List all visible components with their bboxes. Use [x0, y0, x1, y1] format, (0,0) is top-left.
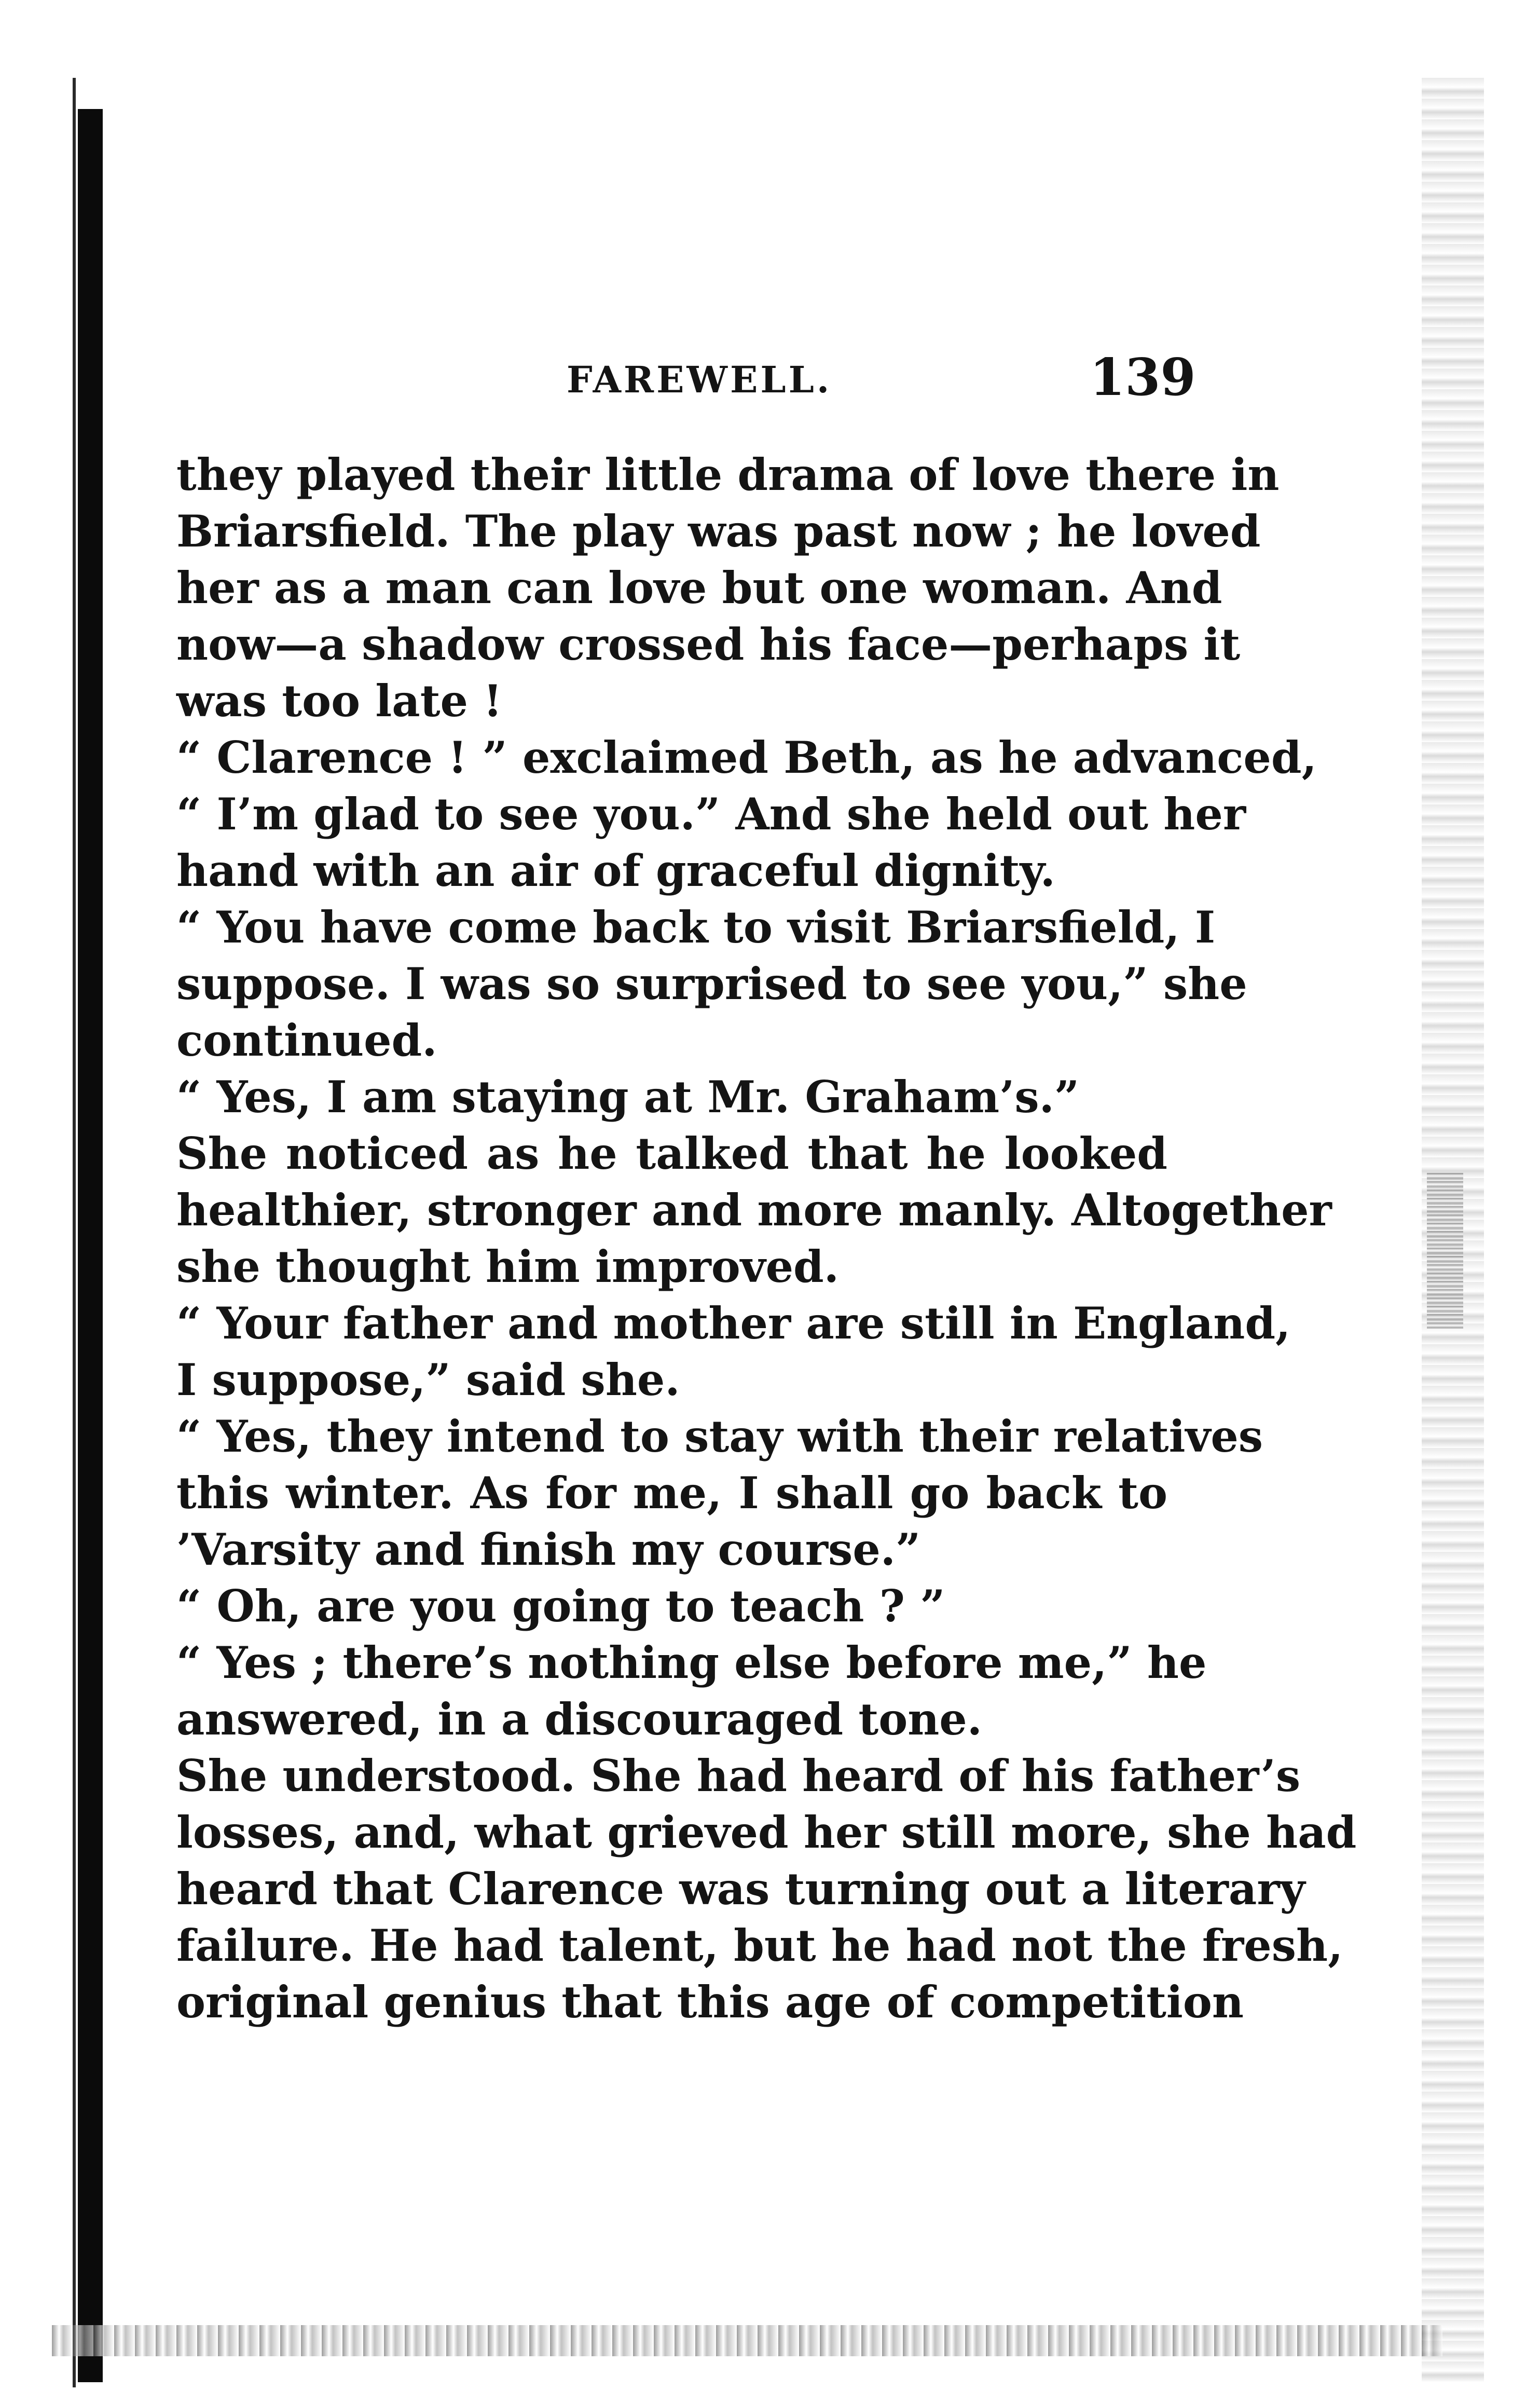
text-line: hand with an air of graceful dignity.: [176, 845, 1055, 896]
text-line: I suppose,” said she.: [176, 1354, 680, 1405]
text-line: suppose. I was so surprised to see you,” she: [176, 958, 1247, 1009]
text-line: now—a shadow crossed his face—perhaps it: [176, 619, 1241, 670]
text-line: “ Yes ; there’s nothing else before me,” he: [176, 1637, 1207, 1688]
text-line: healthier, stronger and more manly. Altogether: [176, 1184, 1332, 1236]
text-line: losses, and, what grieved her still more, she had: [176, 1807, 1357, 1858]
text-line: “ Your father and mother are still in England,: [176, 1297, 1291, 1349]
text-line: “ You have come back to visit Briarsfield, I: [176, 902, 1216, 953]
text-line: they played their little drama of love there in: [176, 449, 1280, 500]
text-line: “ Clarence ! ” exclaimed Beth, as he advanced,: [176, 732, 1317, 783]
text-line: this winter. As for me, I shall go back to: [176, 1467, 1167, 1519]
text-line: ’Varsity and finish my course.”: [176, 1524, 921, 1575]
page-edge-right-marks: [1427, 1173, 1463, 1329]
text-line: “ I’m glad to see you.” And she held out her: [176, 788, 1246, 840]
text-line: She understood. She had heard of his father’s: [176, 1750, 1301, 1801]
text-line: was too late !: [176, 675, 503, 727]
text-line: “ Yes, I am staying at Mr. Graham’s.”: [176, 1071, 1080, 1123]
book-gutter-line: [73, 78, 76, 2387]
text-line: answered, in a discouraged tone.: [176, 1693, 982, 1745]
text-line: failure. He had talent, but he had not the fresh,: [176, 1920, 1343, 1971]
page-number: 139: [1090, 348, 1196, 407]
text-line: her as a man can love but one woman. And: [176, 562, 1222, 613]
text-line: heard that Clarence was turning out a literary: [176, 1863, 1305, 1915]
text-line: continued.: [176, 1015, 437, 1066]
page-edge-bottom: [52, 2325, 1442, 2356]
text-line: she thought him improved.: [176, 1241, 840, 1292]
text-line: She noticed as he talked that he looked: [176, 1128, 1167, 1179]
text-line: Briarsfield. The play was past now ; he loved: [176, 506, 1261, 557]
text-line: original genius that this age of competition: [176, 1976, 1244, 2028]
running-head: FAREWELL.: [567, 358, 832, 401]
text-line: “ Yes, they intend to stay with their relatives: [176, 1411, 1263, 1462]
body-text: [176, 446, 1357, 2030]
book-spine-shadow: [78, 109, 103, 2382]
text-line: “ Oh, are you going to teach ? ”: [176, 1580, 945, 1632]
